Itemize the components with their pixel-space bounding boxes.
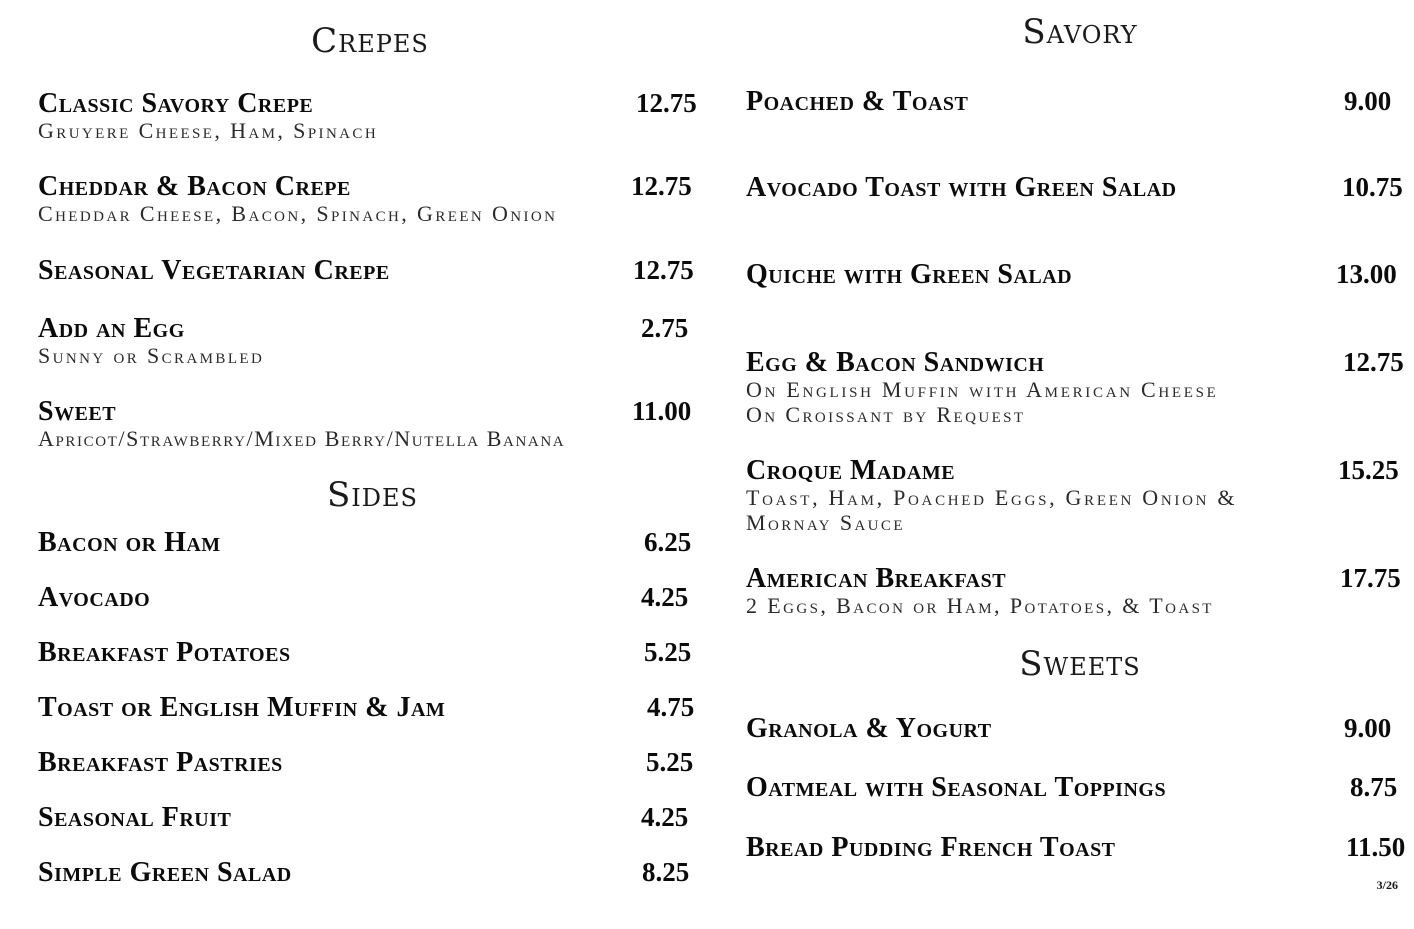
item-description: On English Muffin with American Cheese	[746, 377, 1219, 402]
item-price: 5.25	[644, 637, 692, 667]
item-description: Toast, Ham, Poached Eggs, Green Onion &	[746, 485, 1238, 510]
item-name: Breakfast Pastries	[38, 747, 283, 778]
item-price: 6.25	[644, 527, 692, 557]
item-name: Quiche with Green Salad	[746, 259, 1073, 290]
item-price: 5.25	[646, 747, 694, 777]
item-name: Simple Green Salad	[38, 857, 292, 888]
menu-item	[746, 88, 1406, 118]
item-price: 2.75	[641, 313, 689, 343]
item-name: Granola & Yogurt	[746, 713, 992, 744]
sweets-section-title: Sweets	[1019, 644, 1141, 684]
menu-item	[746, 715, 1406, 745]
item-description: Gruyere Cheese, Ham, Spinach	[38, 118, 379, 143]
menu-item	[38, 639, 698, 669]
sides-section-title: Sides	[327, 475, 418, 515]
item-name: Oatmeal with Seasonal Toppings	[746, 772, 1167, 803]
item-name: Bread Pudding French Toast	[746, 832, 1116, 863]
item-description: Sunny or Scrambled	[38, 343, 265, 368]
menu-item	[38, 315, 698, 369]
item-name: Cheddar & Bacon Crepe	[38, 171, 351, 202]
menu-item	[38, 90, 698, 144]
item-name: Sweet	[38, 396, 117, 427]
menu-item	[746, 261, 1406, 291]
menu-item	[38, 257, 698, 287]
item-price: 12.75	[636, 88, 697, 118]
item-price: 4.25	[641, 582, 689, 612]
item-price: 12.75	[633, 255, 694, 285]
item-name: Add an Egg	[38, 313, 185, 344]
item-name: Seasonal Vegetarian Crepe	[38, 255, 390, 286]
menu-item	[38, 584, 698, 614]
menu-item	[38, 398, 698, 452]
item-price: 17.75	[1340, 563, 1401, 593]
page-number: 3/26	[1376, 878, 1398, 892]
item-description: Apricot/Strawberry/Mixed Berry/Nutella Banana	[38, 426, 566, 451]
item-name: Croque Madame	[746, 455, 956, 486]
menu-item	[746, 174, 1406, 204]
item-name: American Breakfast	[746, 563, 1007, 594]
item-description-line-2: On Croissant by Request	[746, 402, 1026, 427]
item-name: Classic Savory Crepe	[38, 88, 314, 119]
item-name: Egg & Bacon Sandwich	[746, 347, 1045, 378]
item-name: Avocado	[38, 582, 151, 613]
item-price: 8.25	[642, 857, 690, 887]
menu-item	[38, 694, 698, 724]
menu-item	[38, 173, 698, 227]
item-price: 12.75	[631, 171, 692, 201]
menu-item	[746, 457, 1406, 537]
menu-item	[746, 565, 1406, 619]
crepes-section-title: Crepes	[311, 21, 429, 61]
item-price: 9.00	[1344, 86, 1392, 116]
item-price: 8.75	[1350, 772, 1398, 802]
item-name: Toast or English Muffin & Jam	[38, 692, 446, 723]
item-name: Seasonal Fruit	[38, 802, 232, 833]
item-price: 4.25	[641, 802, 689, 832]
menu-item	[746, 774, 1406, 804]
item-price: 9.00	[1344, 713, 1392, 743]
item-name: Avocado Toast with Green Salad	[746, 172, 1177, 203]
menu-item	[746, 834, 1406, 864]
item-price: 4.75	[647, 692, 695, 722]
item-price: 11.50	[1346, 832, 1406, 862]
item-price: 15.25	[1338, 455, 1399, 485]
item-price: 12.75	[1343, 347, 1404, 377]
item-description-line-2: Mornay Sauce	[746, 510, 905, 535]
item-description: Cheddar Cheese, Bacon, Spinach, Green Onion	[38, 201, 558, 226]
item-name: Bacon or Ham	[38, 527, 221, 558]
item-name: Breakfast Potatoes	[38, 637, 291, 668]
item-name: Poached & Toast	[746, 86, 969, 117]
item-price: 10.75	[1342, 172, 1403, 202]
menu-item	[38, 859, 698, 889]
savory-section-title: Savory	[1022, 12, 1138, 52]
menu-item	[38, 529, 698, 559]
item-price: 11.00	[632, 396, 692, 426]
menu-item	[38, 749, 698, 779]
item-price: 13.00	[1336, 259, 1397, 289]
menu-item	[746, 349, 1406, 429]
item-description: 2 Eggs, Bacon or Ham, Potatoes, & Toast	[746, 593, 1214, 618]
menu-item	[38, 804, 698, 834]
